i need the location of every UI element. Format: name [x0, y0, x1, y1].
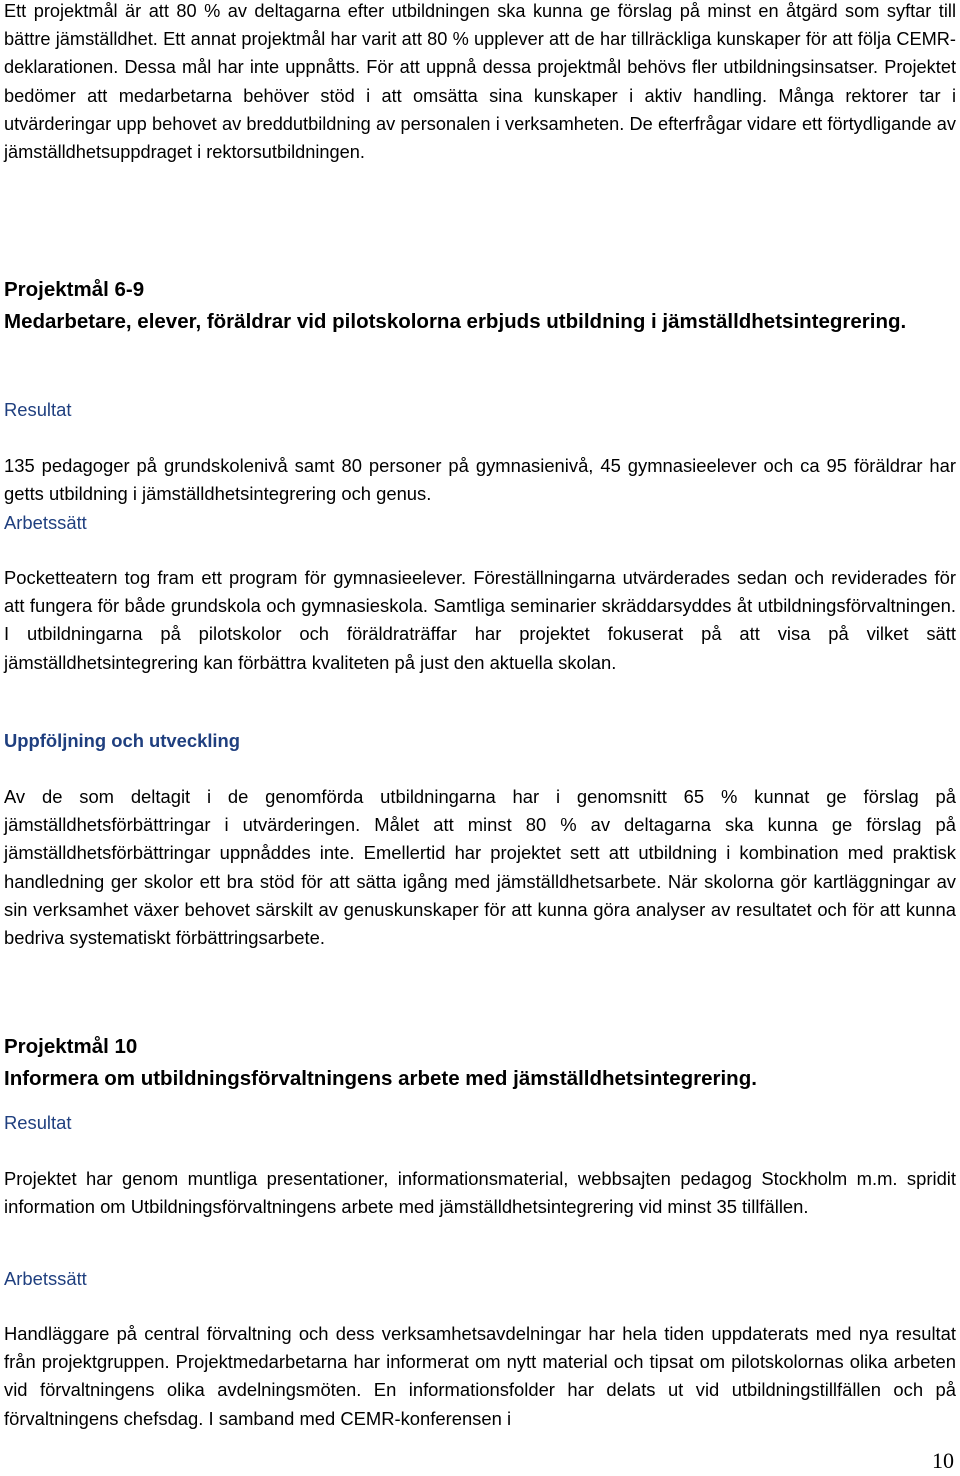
section-6-9-arbetssatt-text: Pocketteatern tog fram ett program för gymnasieelever. Föreställningarna utvärderades sedan och reviderades för att fungera för både grundskola och gymnasieskola. Samtliga seminarier skräddarsyddes åt utbildningsförvaltningen. I utbildningarna på pilotskolor och föräldraträffar har projektet fokuserat på att visa på vilket sätt jämställdhetsintegrering kan förbättra kvaliteten på just den aktuella skolan.	[4, 567, 956, 673]
section-10-heading	[4, 1031, 956, 1095]
section-6-9-heading	[4, 274, 956, 338]
section-10-title: Projektmål 10	[4, 1035, 138, 1058]
section-10-arbetssatt-label: Arbetssätt	[4, 1268, 87, 1289]
section-10-arbetssatt-text: Handläggare på central förvaltning och dess verksamhetsavdelningar har hela tiden uppdaterats med nya resultat från projektgruppen. Projektmedarbetarna har informerat om nytt material och tipsat om pilotskolornas olika arbeten vid förvaltningens olika avdelningsmöten. En informationsfolder har delats ut vid utbildningstillfällen och på förvaltningens chefsdag. I samband med CEMR-konferensen i	[4, 1323, 956, 1429]
section-10-resultat-label: Resultat	[4, 1112, 72, 1133]
section-6-9-resultat-label: Resultat	[4, 399, 72, 420]
intro-paragraph: Ett projektmål är att 80 % av deltagarna efter utbildningen ska kunna ge förslag på minst en åtgärd som syftar till bättre jämställdhet. Ett annat projektmål har varit att 80 % upplever att de har tillräckliga kunskaper för att följa CEMR-deklarationen. Dessa mål har inte uppnåtts. För att uppnå dessa projektmål behövs fler utbildningsinsatser. Projektet bedömer att medarbetarna behöver stöd i att omsätta sina kunskaper i aktiv handling. Många rektorer tar i utvärderingar upp behovet av breddutbildning av personalen i verksamheten. De efterfrågar vidare ett förtydligande av jämställdhetsuppdraget i rektorsutbildningen.	[4, 1, 956, 163]
page-number: 10	[932, 1448, 954, 1473]
document-page	[4, 0, 956, 1476]
section-10-resultat-text: Projektet har genom muntliga presentationer, informationsmaterial, webbsajten pedagog Stockholm m.m. spridit information om Utbildningsförvaltningens arbete med jämställdhetsintegrering vid minst 35 tillfällen.	[4, 1168, 956, 1218]
section-6-9-resultat-text: 135 pedagoger på grundskolenivå samt 80 personer på gymnasienivå, 45 gymnasieelever och ca 95 föräldrar har getts utbildning i jämställdhetsintegrering och genus.	[4, 455, 956, 505]
section-6-9-uppfoljning-label: Uppföljning och utveckling	[4, 730, 241, 751]
section-6-9-arbetssatt-label: Arbetssätt	[4, 512, 87, 533]
section-6-9-subtitle: Medarbetare, elever, föräldrar vid pilotskolorna erbjuds utbildning i jämställdhetsintegrering.	[4, 310, 907, 333]
section-6-9-uppfoljning-text: Av de som deltagit i de genomförda utbildningarna har i genomsnitt 65 % kunnat ge förslag på jämställdhetsförbättringar i utvärderingen. Målet att minst 80 % av deltagarna ska kunna ge förslag på jämställdhetsförbättringar uppnåddes inte. Emellertid har projektet sett att utbildning i kombination med praktisk handledning ger skolor ett bra stöd för att sätta igång med jämställdhetsarbete. När skolorna gör kartläggningar av sin verksamhet växer behovet särskilt av genuskunskaper för att kunna göra analyser av resultatet och för att kunna bedriva systematiskt förbättringsarbete.	[4, 786, 956, 949]
section-10-subtitle: Informera om utbildningsförvaltningens arbete med jämställdhetsintegrering.	[4, 1067, 757, 1090]
section-6-9-title: Projektmål 6-9	[4, 278, 145, 301]
